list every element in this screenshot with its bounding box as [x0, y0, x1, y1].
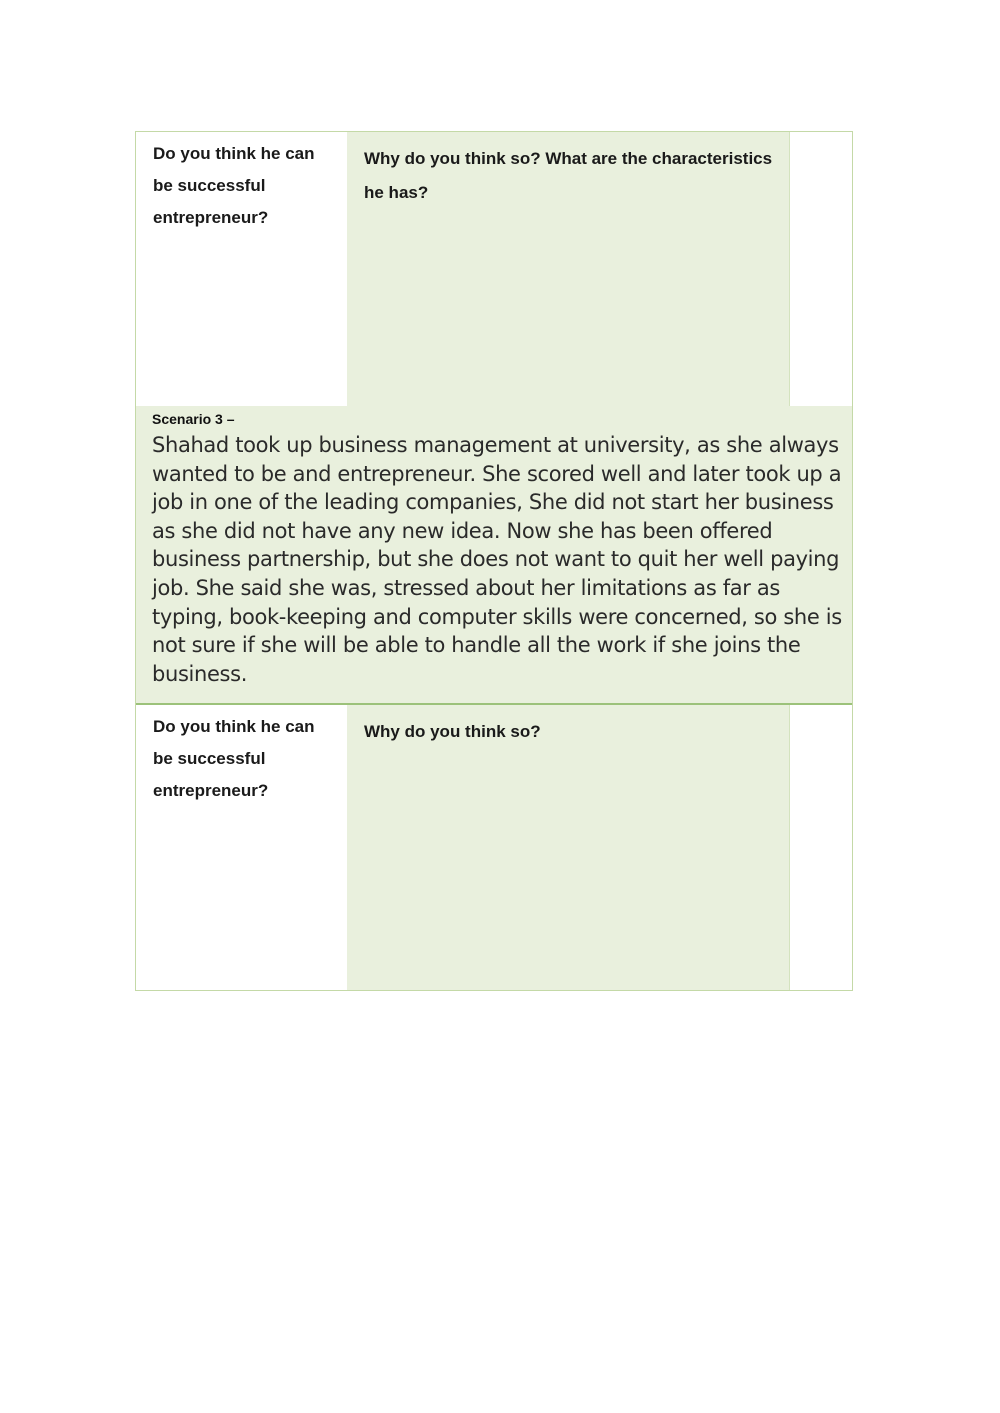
success-question-cell-1	[136, 132, 347, 406]
success-question-text-1: Do you think he can be successful entrepreneur?	[153, 144, 315, 227]
reason-question-text-1: Why do you think so? What are the characteristics he has?	[364, 149, 773, 202]
blank-cell-2	[789, 705, 852, 990]
reason-answer-cell-2[interactable]	[347, 705, 789, 990]
question-row-2	[136, 705, 852, 990]
blank-cell-1	[789, 132, 852, 406]
scenario-3-title: Scenario 3 –	[152, 411, 235, 427]
scenario-3-block	[136, 406, 852, 705]
success-question-text-2: Do you think he can be successful entrepreneur?	[153, 717, 315, 800]
worksheet-table	[135, 131, 853, 991]
reason-question-text-2: Why do you think so?	[364, 722, 541, 741]
question-row-1	[136, 132, 852, 406]
success-question-cell-2	[136, 705, 347, 990]
scenario-3-body: Shahad took up business management at university, as she always wanted to be and entrepreneur. She scored well and later took up a job in one of the leading companies, She did not start her business as she did not have any new idea. Now she has been offered business partnership, but she does not want to quit her well paying job. She said she was, stressed about her limitations as far as typing, book-keeping and computer skills were concerned, so she is not sure if she will be able to handle all the work if she joins the business.	[152, 433, 842, 686]
reason-answer-cell-1[interactable]	[347, 132, 789, 406]
